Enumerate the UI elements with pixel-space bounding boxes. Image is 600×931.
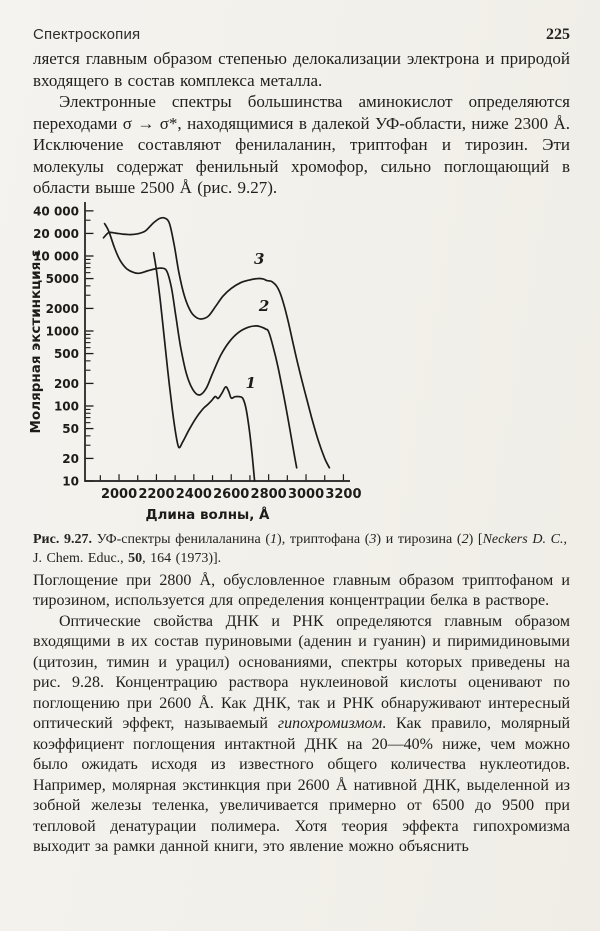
x-tick-label: 2600 [213,486,250,502]
curve-label-1: 1 [245,373,256,392]
page-number: 225 [546,26,570,43]
caption-text: ), триптофана ( [277,531,370,547]
paragraph-4-text: Оптические свойства ДНК и РНК определяются главным образом входящими в их состав пуриновыми (аденин и гуанин) и пиримидиновыми (цитозин, тимин и урацил) основаниями, спектры которых приведены на рис. 9.28. Концентрацию раствора нуклеиновой кислоты оценивают по поглощению при 2600 Å. Как ДНК, так и РНК обнаруживают интересный оптический эффект, называемый [33,612,570,732]
caption-text: , 164 (1973)]. [142,550,222,566]
x-tick-label: 2200 [138,486,175,502]
curve-tirozin [105,223,297,467]
axis-lines [85,202,350,481]
figure-caption-number: Рис. 9.27. [33,531,93,547]
y-tick-label: 10 000 [33,249,79,263]
x-tick-label: 3200 [325,486,362,502]
text-column [28,48,571,858]
x-tick-label: 2400 [175,486,212,502]
running-title: Спектроскопия [33,26,141,43]
y-tick-label: 40 000 [33,203,79,218]
caption-text: ) [ [468,531,483,547]
caption-text: ) и тирозина ( [376,531,462,547]
caption-text: , J. Chem. Educ., [33,531,567,566]
y-tick-label: 500 [53,346,79,361]
y-tick-label: 2000 [45,301,79,316]
y-axis-title: Молярная экстинкция ε [28,248,44,434]
figure-caption [33,530,567,568]
y-tick-label: 200 [53,376,79,391]
y-tick-label: 20 [62,451,79,466]
page-header [33,26,570,44]
paragraph-4-text: . Как правило, молярный коэффициент поглощения интактной ДНК на 20—40% ниже, чем можно было ожидать исходя из известного общего количества нуклеотидов. Например, молярная экстинкция при 2600 Å нативной ДНК, выделенной из зобной железы теленка, увеличивается примерно от 6500 до 9500 при тепловой денатурации полимера. Хотя теория эффекта гипохромизма выходит за рамки данной книги, это явление можно объяснить [33,715,571,855]
caption-curve-ref-3: 3 [369,531,377,547]
y-tick-label: 5000 [45,271,79,286]
caption-curve-ref-1: 1 [270,531,278,547]
paragraph-1: ляется главным образом степенью делокализации электрона и природой входящего в состав комплекса металла. [33,49,570,90]
x-tick-label: 2800 [250,486,287,502]
curve-fenilalanin [154,252,255,480]
curve-label-2: 2 [258,296,270,315]
y-tick-label: 100 [53,399,79,413]
paragraph-3: Поглощение при 2800 Å, обусловленное главным образом триптофаном и тирозином, используется для определения концентрации белка в растворе. [33,571,570,609]
curve-triptofan [104,217,330,467]
y-tick-label: 10 [62,474,79,488]
caption-text: УФ-спектры фенилаланина ( [92,531,271,547]
y-tick-label: 20 000 [33,226,79,241]
x-tick-label: 2000 [100,486,138,502]
caption-volume: 50 [128,550,143,566]
y-tick-label: 50 [62,421,79,436]
curve-label-3: 3 [254,249,265,268]
caption-curve-ref-2: 2 [461,531,469,547]
x-axis-title: Длина волны, Å [145,506,270,523]
uv-spectra-chart [27,199,372,524]
paragraph-2: Электронные спектры большинства аминокислот определяются переходами σ → σ*, находящимися в далекой УФ-области, ниже 2300 Å. Исключение составляют фенилаланин, триптофан и тирозин. Эти молекулы содержат фенильный хромофор, сильно поглощающий в области выше 2500 Å (рис. 9.27). [33,92,570,197]
paragraph-4 [33,612,570,858]
y-tick-label: 1000 [45,324,79,338]
caption-author: Neckers D. C. [482,531,564,547]
x-tick-label: 3000 [287,486,325,502]
paragraph-4-term-hypochromism: гипохромизмом [277,715,383,732]
figure-9-27 [27,199,572,571]
